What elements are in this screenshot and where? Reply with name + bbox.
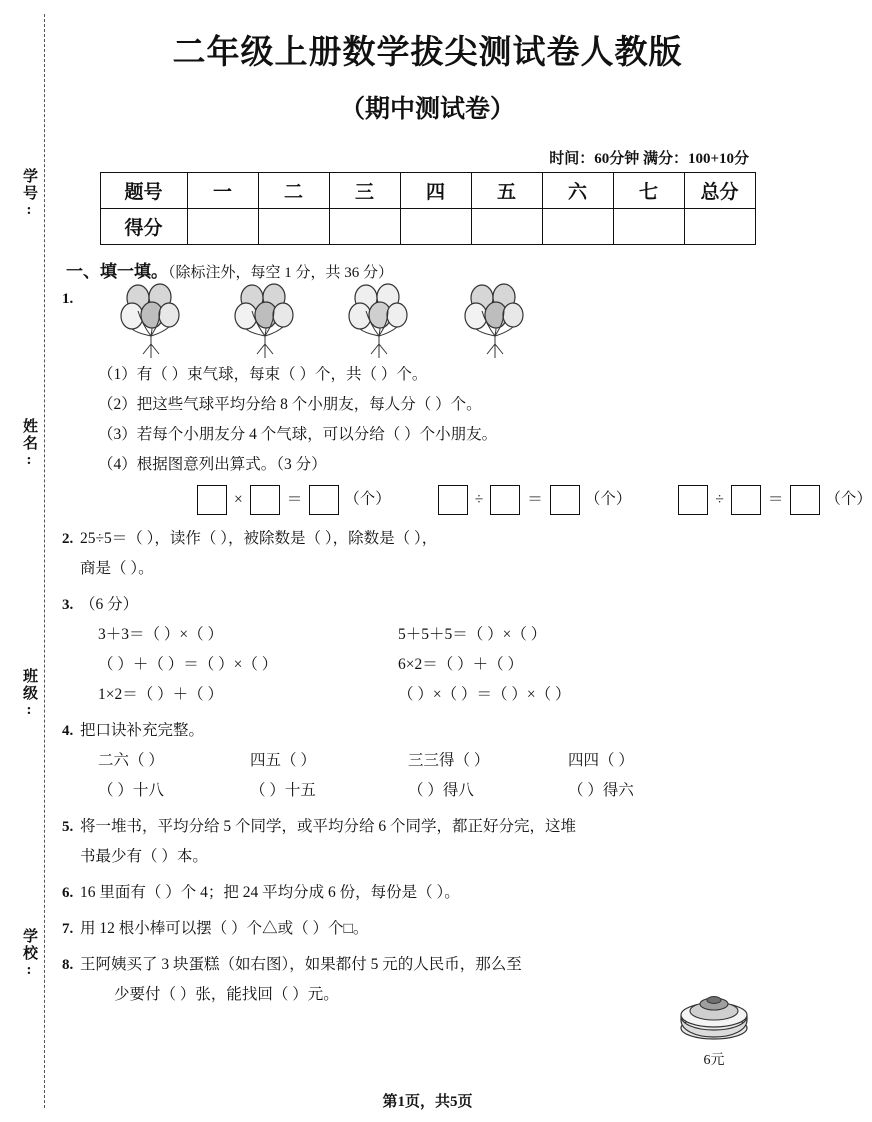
question-1-line-4: （4）根据图意列出算式。（3 分） bbox=[98, 456, 327, 473]
score-table-cell: 四 bbox=[400, 173, 471, 209]
score-table-cell: 七 bbox=[613, 173, 684, 209]
question-3-cell: 1×2＝（ ）＋（ ） bbox=[98, 686, 223, 703]
page-subtitle: （期中测试卷） bbox=[339, 96, 515, 123]
question-5-line-1: 将一堆书，平均分给 5 个同学，或平均分给 6 个同学，都正好分完，这堆 bbox=[80, 818, 577, 835]
equals: ＝ bbox=[767, 490, 784, 508]
balloon-bunch bbox=[460, 284, 534, 360]
question-4 bbox=[62, 716, 793, 746]
answer-box[interactable] bbox=[731, 485, 761, 515]
score-table-cell: 题号 bbox=[100, 173, 187, 209]
page-footer: 第1页，共5页 bbox=[382, 1094, 473, 1110]
cake-price-label: 6元 bbox=[703, 1053, 725, 1068]
question-5-line-2: 书最少有（ ）本。 bbox=[80, 848, 208, 865]
question-7-line-1: 用 12 根小棒可以摆（ ）个△或（ ）个□。 bbox=[80, 920, 369, 937]
class-label: 班级: bbox=[21, 668, 37, 720]
cake-illustration-wrap bbox=[675, 990, 753, 1069]
equation-group-3 bbox=[673, 485, 872, 515]
question-3-cell: （ ）×（ ）＝（ ）×（ ） bbox=[398, 686, 571, 703]
answer-box[interactable] bbox=[250, 485, 280, 515]
student-id-label: 学号: bbox=[21, 168, 37, 220]
operator: ÷ bbox=[715, 490, 724, 508]
question-8-line-1: 王阿姨买了 3 块蛋糕（如右图），如果都付 5 元的人民币，那么至 bbox=[80, 956, 522, 973]
question-number: 1. bbox=[62, 291, 74, 307]
school-label: 学校: bbox=[21, 928, 37, 980]
equals: ＝ bbox=[527, 490, 543, 508]
question-4-cell: （ ）得六 bbox=[568, 782, 634, 799]
question-8 bbox=[62, 950, 793, 980]
question-3-row-1 bbox=[98, 620, 793, 650]
score-input-cell[interactable] bbox=[187, 209, 258, 245]
question-4-cell: 二六（ ） bbox=[98, 752, 164, 769]
answer-box[interactable] bbox=[550, 485, 580, 515]
question-4-title: 把口诀补充完整。 bbox=[80, 722, 205, 739]
table-row-header bbox=[100, 173, 755, 209]
question-3-title: （6 分） bbox=[80, 596, 139, 613]
page-title: 二年级上册数学拔尖测试卷人教版 bbox=[172, 35, 683, 71]
section-heading bbox=[66, 257, 793, 282]
question-7 bbox=[62, 914, 793, 944]
question-5 bbox=[62, 812, 793, 842]
question-4-cell: 四四（ ） bbox=[568, 752, 634, 769]
equation-group-2 bbox=[433, 485, 632, 515]
exam-meta: 时间：60分钟 满分：100+10分 bbox=[549, 151, 749, 167]
equation-group-1 bbox=[192, 485, 391, 515]
question-number: 4. bbox=[62, 723, 74, 739]
question-number: 8. bbox=[62, 957, 74, 973]
question-number: 5. bbox=[62, 819, 74, 835]
question-4-cell: 四五（ ） bbox=[250, 752, 316, 769]
question-number: 6. bbox=[62, 885, 74, 901]
question-4-cell: （ ）十八 bbox=[98, 782, 164, 799]
score-table-cell: 二 bbox=[258, 173, 329, 209]
question-1-line-3: （3）若每个小朋友分 4 个气球，可以分给（ ）个小朋友。 bbox=[98, 426, 498, 443]
score-table-cell: 五 bbox=[471, 173, 542, 209]
answer-box[interactable] bbox=[438, 485, 468, 515]
score-table-cell: 总分 bbox=[684, 173, 755, 209]
section-label: 一、填一填。 bbox=[66, 262, 168, 281]
left-margin-strip bbox=[0, 0, 62, 1122]
question-4-cell: 三三得（ ） bbox=[408, 752, 490, 769]
question-number: 2. bbox=[62, 531, 74, 547]
operator: × bbox=[234, 490, 243, 508]
balloon-bunch bbox=[230, 284, 304, 360]
question-3-row-3 bbox=[98, 680, 793, 710]
score-input-cell[interactable] bbox=[258, 209, 329, 245]
question-3-row-2 bbox=[98, 650, 793, 680]
equals: ＝ bbox=[286, 490, 303, 508]
question-3 bbox=[62, 590, 793, 620]
question-1-line-2: （2）把这些气球平均分给 8 个小朋友，每人分（ ）个。 bbox=[98, 396, 482, 413]
cake-icon bbox=[675, 990, 753, 1042]
answer-box[interactable] bbox=[678, 485, 708, 515]
score-table-cell: 三 bbox=[329, 173, 400, 209]
score-input-cell[interactable] bbox=[471, 209, 542, 245]
question-2-line-1: 25÷5＝（ ），读作（ ），被除数是（ ），除数是（ ）， bbox=[80, 530, 438, 547]
question-3-cell: （ ）＋（ ）＝（ ）×（ ） bbox=[98, 656, 278, 673]
answer-box[interactable] bbox=[309, 485, 339, 515]
score-input-cell[interactable] bbox=[613, 209, 684, 245]
operator: ÷ bbox=[474, 490, 484, 508]
question-4-cell: （ ）得八 bbox=[408, 782, 474, 799]
question-8-line-2: 少要付（ ）张，能找回（ ）元。 bbox=[114, 986, 339, 1003]
exam-page bbox=[62, 0, 872, 1122]
section-note: （除标注外，每空 1 分，共 36 分） bbox=[168, 265, 394, 281]
fold-dashed-line bbox=[44, 14, 45, 1108]
score-table-cell: 六 bbox=[542, 173, 613, 209]
unit-label: （个） bbox=[584, 490, 632, 508]
answer-box[interactable] bbox=[197, 485, 227, 515]
question-3-cell: 3＋3＝（ ）×（ ） bbox=[98, 626, 223, 643]
score-table bbox=[100, 172, 756, 245]
score-input-cell[interactable] bbox=[329, 209, 400, 245]
answer-box[interactable] bbox=[790, 485, 820, 515]
answer-box[interactable] bbox=[490, 485, 520, 515]
score-table-cell: 得分 bbox=[100, 209, 187, 245]
score-input-cell[interactable] bbox=[684, 209, 755, 245]
question-2 bbox=[62, 524, 793, 554]
balloon-bunch bbox=[116, 284, 190, 360]
question-4-cell: （ ）十五 bbox=[250, 782, 316, 799]
score-input-cell[interactable] bbox=[542, 209, 613, 245]
question-2-line-2: 商是（ ）。 bbox=[80, 560, 154, 577]
balloon-bunch bbox=[344, 284, 418, 360]
score-table-cell: 一 bbox=[187, 173, 258, 209]
score-input-cell[interactable] bbox=[400, 209, 471, 245]
question-3-cell: 5＋5＋5＝（ ）×（ ） bbox=[398, 626, 547, 643]
question-1-line-1: （1）有（ ）束气球，每束（ ）个，共（ ）个。 bbox=[98, 366, 428, 383]
unit-label: （个） bbox=[344, 490, 391, 508]
unit-label: （个） bbox=[825, 490, 872, 508]
question-6 bbox=[62, 878, 793, 908]
question-number: 3. bbox=[62, 597, 74, 613]
question-4-row-2 bbox=[98, 776, 793, 806]
table-row-score bbox=[100, 209, 755, 245]
question-3-cell: 6×2＝（ ）＋（ ） bbox=[398, 656, 523, 673]
question-1-equation-boxes bbox=[192, 480, 872, 520]
student-name-label: 姓名: bbox=[21, 418, 37, 470]
question-4-row-1 bbox=[98, 746, 793, 776]
balloon-illustration bbox=[98, 284, 793, 360]
question-6-line-1: 16 里面有（ ）个 4；把 24 平均分成 6 份，每份是（ ）。 bbox=[80, 884, 460, 901]
question-number: 7. bbox=[62, 921, 74, 937]
